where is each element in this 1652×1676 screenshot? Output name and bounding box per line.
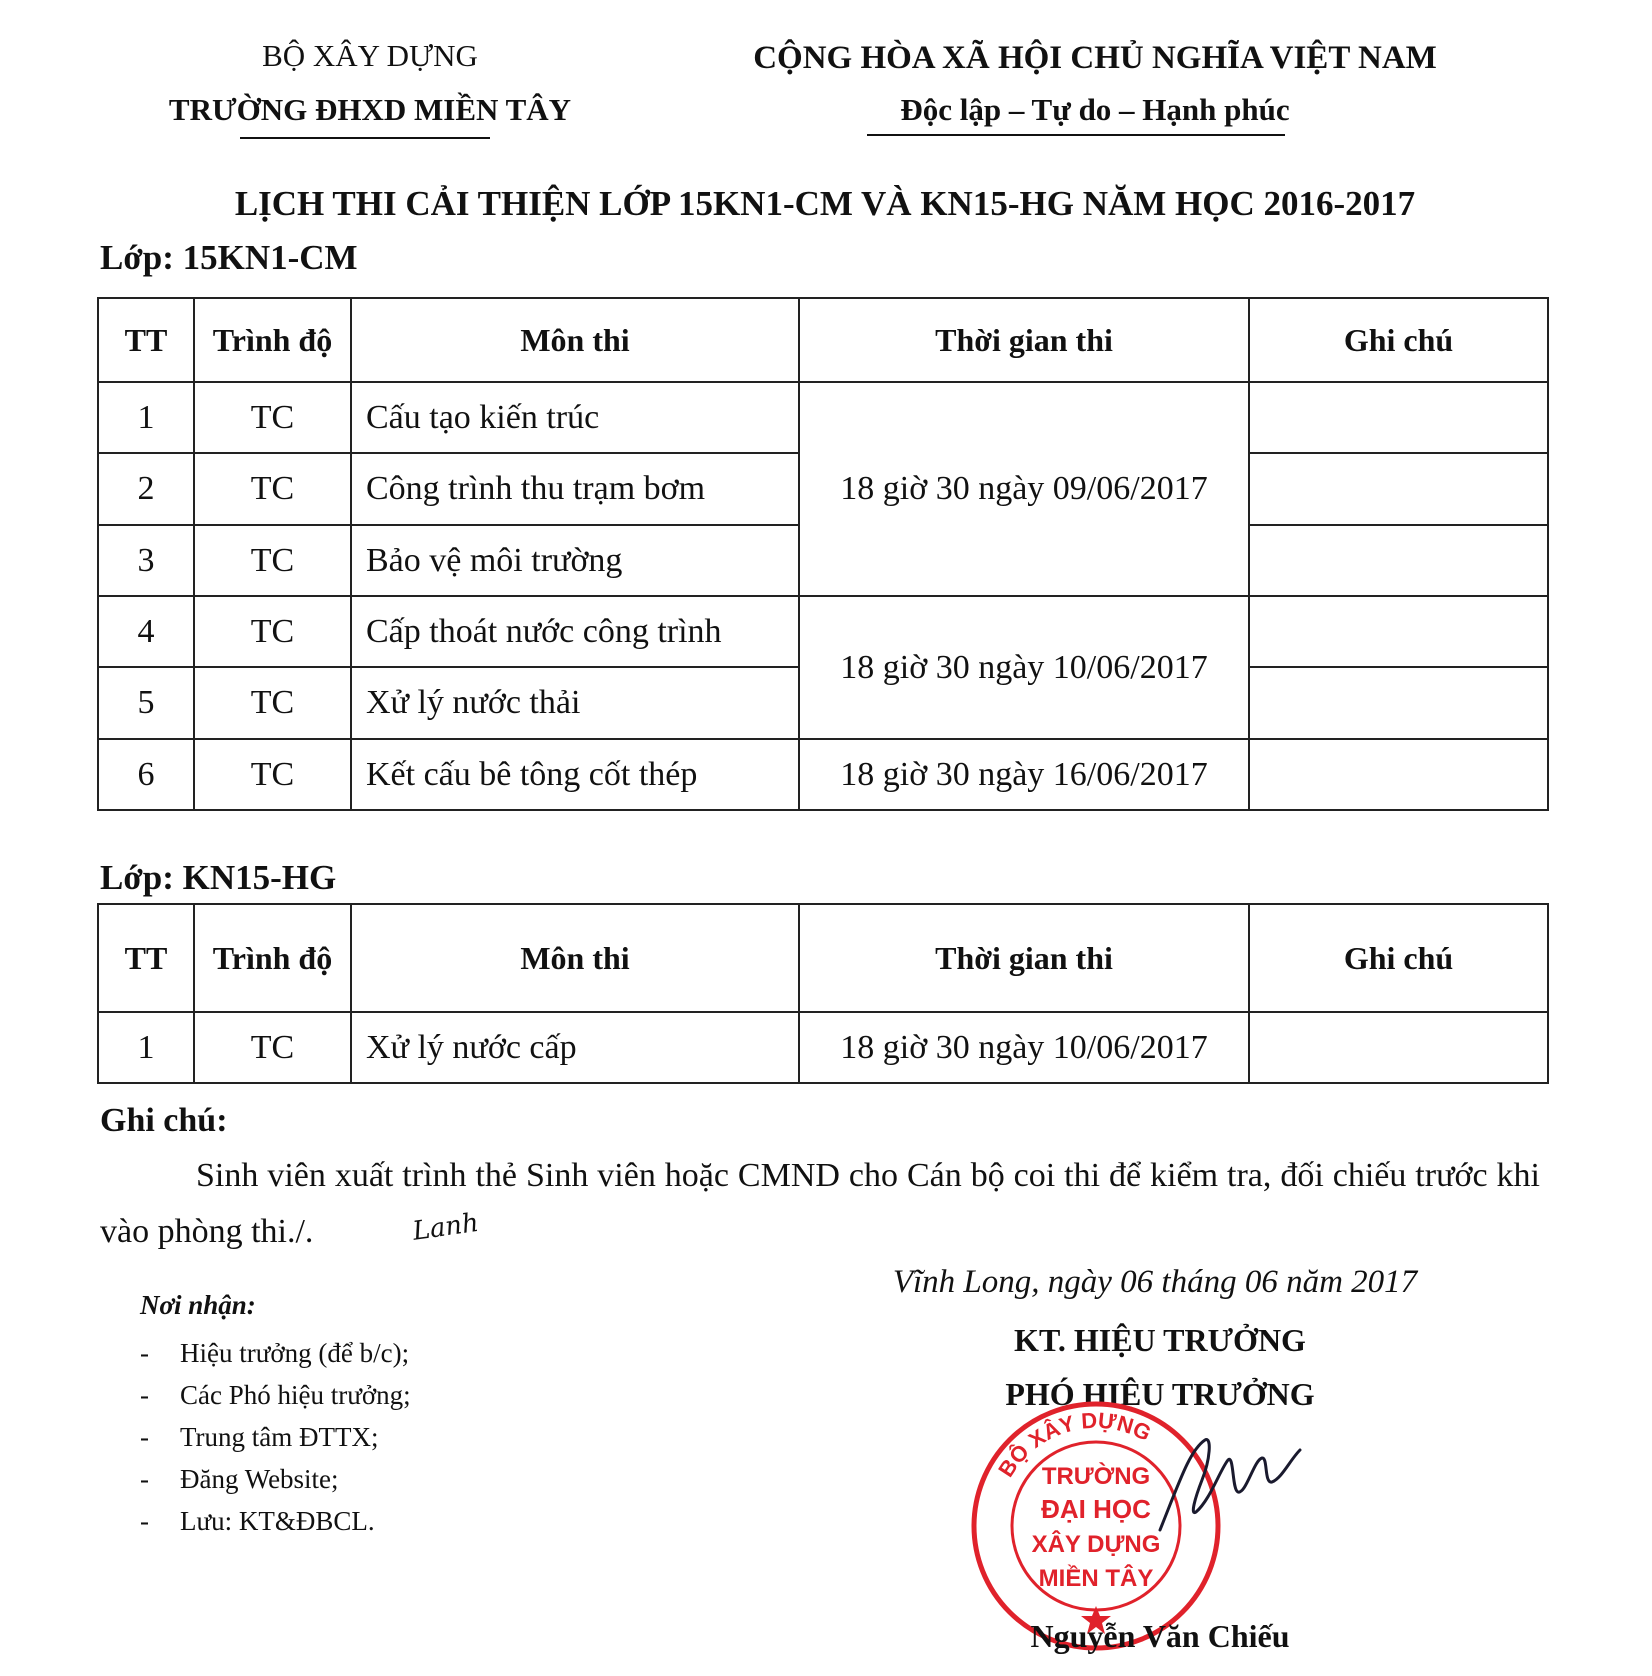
note-label: Ghi chú:: [100, 1102, 228, 1139]
cell-tt: 2: [98, 453, 194, 525]
col-header-time: Thời gian thi: [799, 298, 1249, 382]
cell-time: 18 giờ 30 ngày 16/06/2017: [799, 739, 1249, 810]
cell-subject: Kết cấu bê tông cốt thép: [351, 739, 799, 810]
school-name: TRƯỜNG ĐHXD MIỀN TÂY: [168, 92, 572, 127]
cell-subject: Bảo vệ môi trường: [351, 525, 799, 596]
recipient-label: Hiệu trưởng (để b/c);: [180, 1338, 410, 1368]
class-label-kn15-hg: Lớp: KN15-HG: [100, 858, 337, 897]
cell-tt: 3: [98, 525, 194, 596]
signer-title-2: PHÓ HIỆU TRƯỞNG: [1005, 1376, 1315, 1412]
cell-level: TC: [194, 525, 351, 596]
list-item: - Các Phó hiệu trưởng;: [140, 1380, 411, 1410]
stamp-line-3: XÂY DỰNG: [1031, 1531, 1161, 1558]
note-body: Sinh viên xuất trình thẻ Sinh viên hoặc CMND cho Cán bộ coi thi để kiểm tra, đối chiếu trước khi vào phòng thi./.: [100, 1157, 1540, 1250]
ministry-name: BỘ XÂY DỰNG: [262, 38, 478, 73]
signer-title-1: KT. HIỆU TRƯỞNG: [1014, 1322, 1306, 1358]
cell-level: TC: [194, 739, 351, 810]
cell-note: [1249, 596, 1548, 667]
cell-tt: 6: [98, 739, 194, 810]
cell-time: 18 giờ 30 ngày 10/06/2017: [799, 596, 1249, 739]
table-row: [98, 739, 1548, 810]
cell-time: 18 giờ 30 ngày 10/06/2017: [799, 1012, 1249, 1083]
cell-note: [1249, 1012, 1548, 1083]
cell-note: [1249, 525, 1548, 596]
cell-note: [1249, 382, 1548, 453]
exam-table-kn15-hg: [97, 903, 1549, 1084]
exam-table-15kn1-cm: [97, 297, 1549, 811]
cell-subject: Xử lý nước thải: [351, 667, 799, 739]
place-date: Vĩnh Long, ngày 06 tháng 06 năm 2017: [892, 1264, 1418, 1300]
class-label-15kn1-cm: Lớp: 15KN1-CM: [100, 238, 358, 277]
table-header-row: [98, 904, 1548, 1012]
cell-note: [1249, 739, 1548, 810]
table-row: [98, 1012, 1548, 1083]
cell-note: [1249, 667, 1548, 739]
cell-level: TC: [194, 596, 351, 667]
stamp-line-2: ĐẠI HỌC: [1041, 1494, 1151, 1524]
recipient-label: Đăng Website;: [180, 1464, 339, 1494]
col-header-note: Ghi chú: [1249, 298, 1548, 382]
cell-tt: 1: [98, 1012, 194, 1083]
recipient-label: Trung tâm ĐTTX;: [180, 1422, 379, 1452]
table-row: [98, 382, 1548, 453]
cell-time: 18 giờ 30 ngày 09/06/2017: [799, 382, 1249, 596]
list-item: - Trung tâm ĐTTX;: [140, 1422, 379, 1452]
recipient-label: Các Phó hiệu trưởng;: [180, 1380, 411, 1410]
cell-tt: 5: [98, 667, 194, 739]
col-header-tt: TT: [98, 298, 194, 382]
country-name: CỘNG HÒA XÃ HỘI CHỦ NGHĨA VIỆT NAM: [753, 40, 1437, 76]
col-header-subject: Môn thi: [351, 904, 799, 1012]
col-header-tt: TT: [98, 904, 194, 1012]
cell-subject: Công trình thu trạm bơm: [351, 453, 799, 525]
stamp-line-1: TRƯỜNG: [1041, 1463, 1151, 1490]
stamp-ring-text: BỘ XÂY DỰNG: [993, 1407, 1156, 1482]
handwritten-signature: [1150, 1420, 1310, 1540]
cell-level: TC: [194, 1012, 351, 1083]
document-title: LỊCH THI CẢI THIỆN LỚP 15KN1-CM VÀ KN15-HG NĂM HỌC 2016-2017: [234, 184, 1416, 223]
motto: Độc lập – Tự do – Hạnh phúc: [900, 92, 1290, 127]
cell-level: TC: [194, 382, 351, 453]
cell-note: [1249, 453, 1548, 525]
recipient-label: Lưu: KT&ĐBCL.: [180, 1506, 375, 1536]
recipients-title: Nơi nhận:: [140, 1290, 256, 1320]
col-header-time: Thời gian thi: [799, 904, 1249, 1012]
col-header-subject: Môn thi: [351, 298, 799, 382]
cell-level: TC: [194, 667, 351, 739]
col-header-note: Ghi chú: [1249, 904, 1548, 1012]
recipients-list: [140, 1332, 411, 1542]
table-header-row: [98, 298, 1548, 382]
cell-tt: 4: [98, 596, 194, 667]
cell-subject: Cấp thoát nước công trình: [351, 596, 799, 667]
initial-signature: Lanh: [411, 1207, 482, 1247]
col-header-level: Trình độ: [194, 298, 351, 382]
list-item: - Hiệu trưởng (để b/c);: [140, 1338, 410, 1368]
cell-subject: Xử lý nước cấp: [351, 1012, 799, 1083]
stamp-line-4: MIỀN TÂY: [1038, 1565, 1154, 1592]
signer-name: Nguyễn Văn Chiếu: [1030, 1618, 1290, 1654]
list-item: - Đăng Website;: [140, 1464, 339, 1494]
cell-tt: 1: [98, 382, 194, 453]
motto-underline: [867, 134, 1285, 136]
note-text: [100, 1148, 1540, 1262]
signature-stroke: [1160, 1440, 1300, 1530]
table-row: [98, 596, 1548, 667]
list-item: - Lưu: KT&ĐBCL.: [140, 1506, 375, 1536]
col-header-level: Trình độ: [194, 904, 351, 1012]
cell-subject: Cấu tạo kiến trúc: [351, 382, 799, 453]
school-underline: [240, 137, 490, 139]
cell-level: TC: [194, 453, 351, 525]
